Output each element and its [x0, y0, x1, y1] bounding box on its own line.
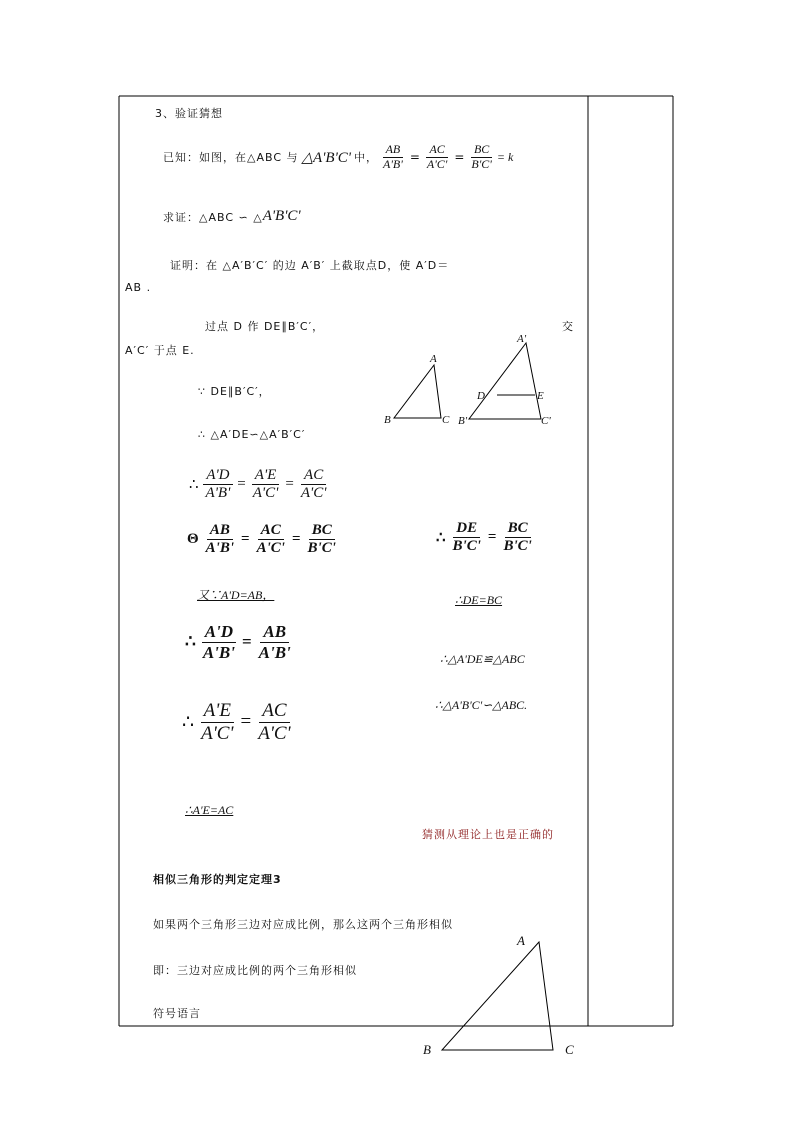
- figure3-label-c: C: [565, 1042, 574, 1057]
- figure3-label-b: B: [423, 1042, 431, 1057]
- given-line: 已知：如图，在△ABC 与 △A'B'C' 中， $\frac{AB}{A'B'}$ = $\frac{AC}{A'C'}$ = $\frac{BC}{B'C'}$ = k: [163, 142, 514, 171]
- figure1-label-b: B: [384, 414, 391, 426]
- proof-line2a: 过点 D 作 DE∥B′C′，: [205, 320, 325, 333]
- figure2-label-b-prime: B': [458, 415, 468, 427]
- equation-1: ∴ $\frac{A'D}{A'B'}$ = $\frac{A'E}{A'C'}$ = $\frac{AC}{A'C'}$: [189, 467, 327, 502]
- prove-target: A'B'C': [262, 208, 301, 224]
- equation-3: ∴ $\frac{DE}{B'C'}$ = $\frac{BC}{B'C'}$: [436, 520, 532, 555]
- proof-line1: 证明：在 △A′B′C′ 的边 A′B′ 上截取点D，使 A′D＝: [170, 259, 450, 272]
- theorem-short: 即：三边对应成比例的两个三角形相似: [153, 964, 357, 977]
- given-mid: 中，: [354, 151, 379, 165]
- ae-equals-ac: ∴A'E=AC: [185, 803, 234, 817]
- proof-line2b: A′C′ 于点 E.: [125, 344, 195, 357]
- similar-line: ∴△A'B'C'∽△ABC.: [435, 698, 528, 712]
- given-frac-2: $\frac{AC}{A'C'}$: [426, 142, 448, 171]
- equation-2: Θ $\frac{AB}{A'B'}$ = $\frac{AC}{A'C'}$ = $\frac{BC}{B'C'}$: [187, 522, 336, 557]
- proof-line2-jiao: 交: [562, 320, 574, 333]
- given-triangle: △A'B'C': [301, 149, 352, 166]
- de-equals-bc: ∴DE=BC: [455, 593, 503, 607]
- section-title: 3、验证猜想: [155, 107, 223, 120]
- figure1-label-a: A: [430, 353, 437, 365]
- equation-4: ∴ $\frac{A'D}{A'B'}$ = $\frac{AB}{A'B'}$: [185, 622, 291, 662]
- figure2-label-a-prime: A': [517, 333, 527, 345]
- figure-triangle-abc: [380, 350, 460, 430]
- figure1-label-c: C: [442, 414, 450, 426]
- also-line: 又∵A'D=AB，: [197, 588, 275, 602]
- congruent-line: ∴△A'DE≌△ABC: [440, 652, 525, 666]
- symbol-language: 符号语言: [153, 1007, 201, 1020]
- proof-because: ∵ DE∥B′C′，: [198, 385, 271, 398]
- equation-5: ∴ $\frac{A'E}{A'C'}$ = $\frac{AC}{A'C'}$: [182, 700, 291, 744]
- prove-line: [163, 208, 301, 225]
- conclusion-text: 猜测从理论上也是正确的: [422, 828, 554, 841]
- figure2-label-c-prime: C': [541, 415, 551, 427]
- theorem-title: 相似三角形的判定定理3: [153, 873, 282, 886]
- figure3-label-a: A: [517, 933, 525, 948]
- theorem-text: 如果两个三角形三边对应成比例，那么这两个三角形相似: [153, 918, 453, 931]
- proof-line1b: AB .: [125, 281, 152, 294]
- figure-theorem-triangle: [415, 928, 585, 1063]
- prove-prefix: 求证：△ABC ∽ △: [163, 210, 263, 224]
- figure2-label-e: E: [537, 390, 544, 402]
- given-frac-1: $\frac{AB}{A'B'}$: [383, 142, 403, 171]
- given-k: = k: [496, 149, 514, 164]
- given-prefix: 已知：如图，在△ABC 与: [163, 151, 299, 165]
- figure-triangle-a-prime: [455, 325, 565, 435]
- proof-therefore1: ∴ △A′DE∽△A′B′C′: [198, 428, 306, 441]
- figure2-label-d: D: [477, 390, 485, 402]
- given-frac-3: $\frac{BC}{B'C'}$: [471, 142, 492, 171]
